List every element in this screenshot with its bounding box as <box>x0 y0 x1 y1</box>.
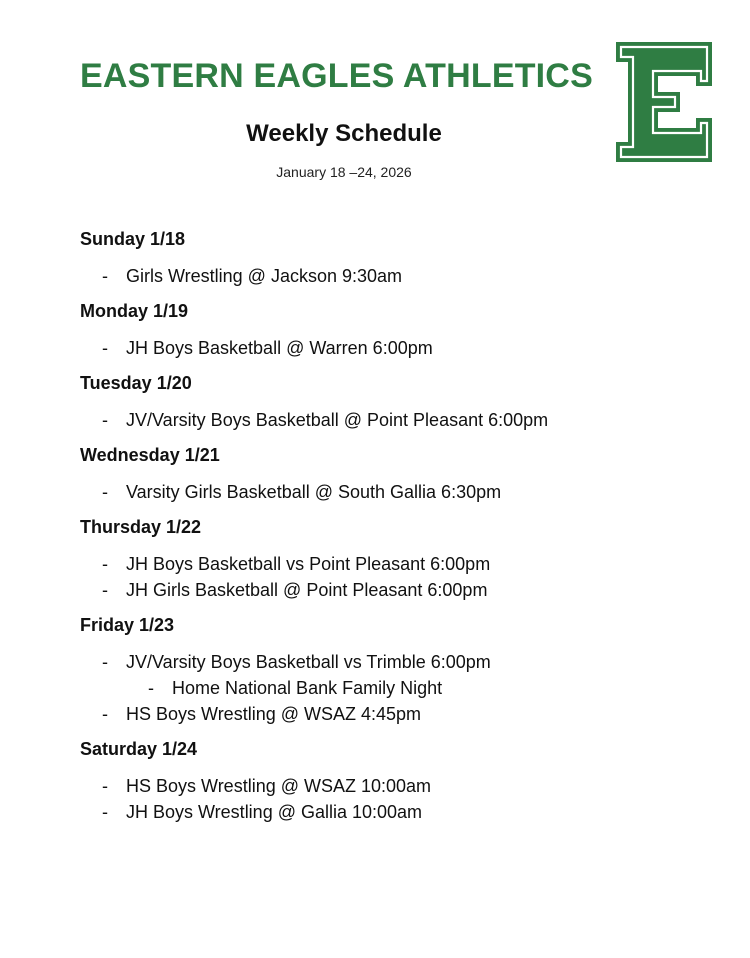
event-text: JH Boys Wrestling @ Gallia 10:00am <box>126 802 423 822</box>
event-text: HS Boys Wrestling @ WSAZ 10:00am <box>126 776 432 796</box>
event-item <box>80 649 720 675</box>
day-heading: Tuesday 1/20 <box>80 373 192 393</box>
day-section <box>80 226 720 289</box>
event-list <box>80 263 720 289</box>
dash-bullet-icon: - <box>102 338 108 358</box>
day-heading: Wednesday 1/21 <box>80 445 220 465</box>
day-section <box>80 736 720 825</box>
event-text: JH Girls Basketball @ Point Pleasant 6:00pm <box>126 580 488 600</box>
schedule-title: Weekly Schedule <box>246 120 442 147</box>
event-item <box>80 335 720 361</box>
dash-bullet-icon: - <box>102 580 108 600</box>
day-heading: Monday 1/19 <box>80 301 189 321</box>
event-text: JH Boys Basketball @ Warren 6:00pm <box>126 338 433 358</box>
event-list <box>80 649 720 727</box>
event-text: HS Boys Wrestling @ WSAZ 4:45pm <box>126 704 422 724</box>
event-list <box>80 773 720 825</box>
dash-bullet-icon: - <box>148 678 154 698</box>
event-item <box>80 773 720 799</box>
day-heading: Saturday 1/24 <box>80 739 198 759</box>
dash-bullet-icon: - <box>102 266 108 286</box>
day-section <box>80 370 720 433</box>
event-list <box>80 407 720 433</box>
event-item <box>80 551 720 577</box>
event-item <box>80 799 720 825</box>
event-text: Home National Bank Family Night <box>172 678 443 698</box>
day-heading: Sunday 1/18 <box>80 229 186 249</box>
day-heading: Friday 1/23 <box>80 615 175 635</box>
event-list <box>80 335 720 361</box>
event-text: JV/Varsity Boys Basketball @ Point Pleasant 6:00pm <box>126 410 549 430</box>
dash-bullet-icon: - <box>102 554 108 574</box>
dash-bullet-icon: - <box>102 652 108 672</box>
dash-bullet-icon: - <box>102 776 108 796</box>
dash-bullet-icon: - <box>102 482 108 502</box>
day-section <box>80 442 720 505</box>
day-section <box>80 298 720 361</box>
event-text: Girls Wrestling @ Jackson 9:30am <box>126 266 403 286</box>
block-letter-e-logo <box>614 40 714 164</box>
event-item <box>80 701 720 727</box>
logo-outer-shape <box>616 42 712 162</box>
event-item <box>80 407 720 433</box>
event-text: JH Boys Basketball vs Point Pleasant 6:00pm <box>126 554 491 574</box>
day-section <box>80 514 720 603</box>
event-list <box>80 551 720 603</box>
page-title: EASTERN EAGLES ATHLETICS <box>80 57 593 95</box>
event-item <box>80 263 720 289</box>
day-heading: Thursday 1/22 <box>80 517 202 537</box>
event-list <box>80 479 720 505</box>
day-section <box>80 612 720 727</box>
weekly-schedule <box>80 226 720 834</box>
dash-bullet-icon: - <box>102 704 108 724</box>
dash-bullet-icon: - <box>102 802 108 822</box>
event-text: Varsity Girls Basketball @ South Gallia 6:30pm <box>126 482 502 502</box>
event-item <box>80 577 720 603</box>
event-item <box>80 479 720 505</box>
date-range: January 18 –24, 2026 <box>276 164 412 180</box>
sub-event-item <box>80 675 720 701</box>
event-text: JV/Varsity Boys Basketball vs Trimble 6:00pm <box>126 652 491 672</box>
dash-bullet-icon: - <box>102 410 108 430</box>
